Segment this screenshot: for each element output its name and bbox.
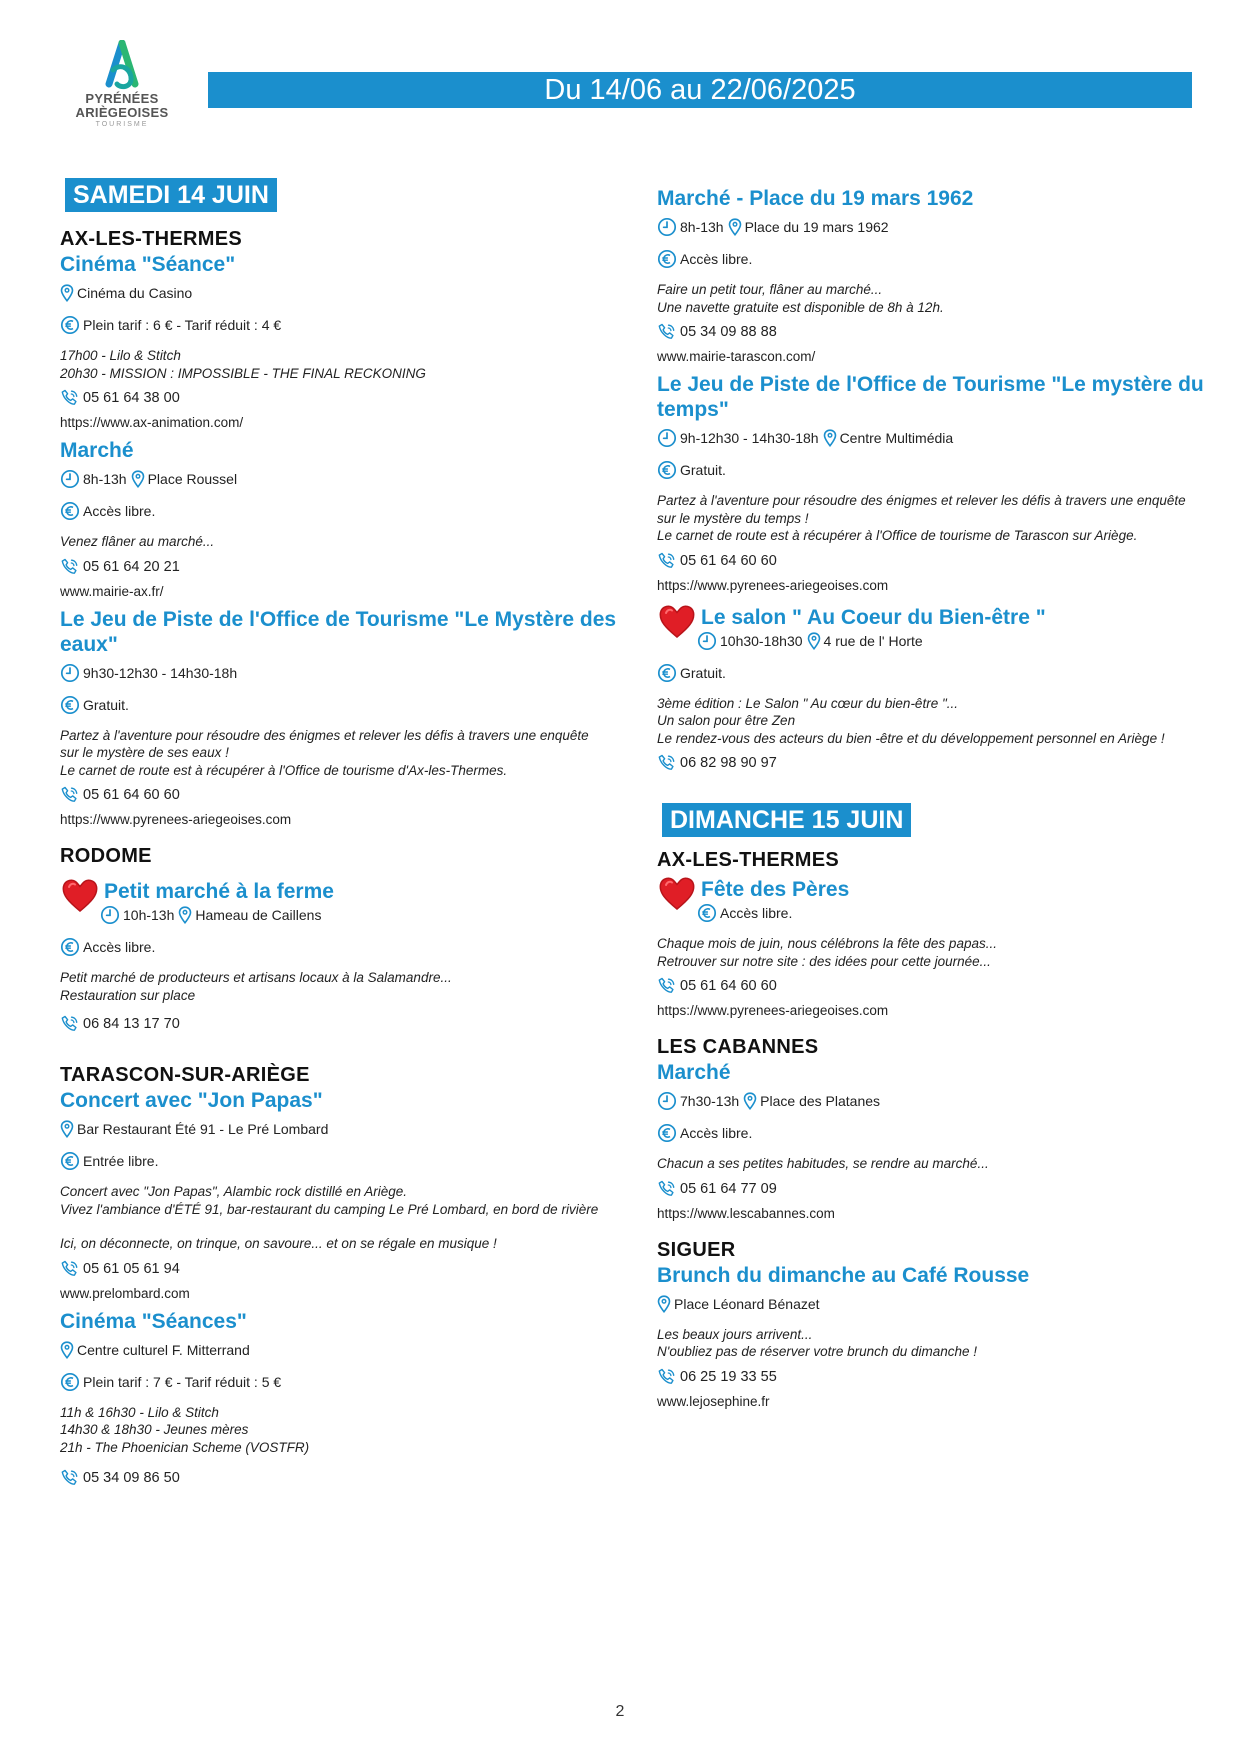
event-brunch-cafe-rousse — [657, 1263, 1217, 1411]
euro-icon — [657, 249, 677, 269]
clock-icon — [697, 631, 717, 651]
phone-icon — [60, 557, 80, 577]
heart-icon — [60, 875, 100, 915]
event-phone[interactable]: 06 84 13 17 70 — [83, 1016, 180, 1032]
event-title: Marché - Place du 19 mars 1962 — [657, 187, 974, 210]
right-column — [657, 186, 1217, 1411]
event-title: Le salon " Au Coeur du Bien-être " — [701, 605, 1046, 629]
event-place: Place Roussel — [147, 471, 238, 487]
event-description: Partez à l'aventure pour résoudre des énigmes et relever les défis à travers une enquête sur le mystère du temps ! Le carnet de route est à récupérer à l'Office de tourisme de Tarascon sur Ariège. — [657, 493, 1186, 543]
city-ax-les-thermes: AX-LES-THERMES — [60, 228, 242, 250]
logo — [72, 40, 172, 130]
event-concert-jon-papas — [60, 1088, 620, 1303]
city-rodome: RODOME — [60, 845, 152, 867]
event-place: Bar Restaurant Été 91 - Le Pré Lombard — [77, 1121, 329, 1137]
event-price: Accès libre. — [83, 939, 156, 955]
event-time: 7h30-13h — [680, 1093, 740, 1109]
event-link[interactable]: www.mairie-ax.fr/ — [60, 583, 164, 599]
euro-icon — [60, 695, 80, 715]
event-title: Concert avec "Jon Papas" — [60, 1089, 323, 1112]
euro-icon — [60, 315, 80, 335]
event-title: Marché — [60, 439, 134, 462]
event-price: Gratuit. — [83, 696, 129, 713]
event-time: 9h30-12h30 - 14h30-18h — [83, 664, 238, 681]
event-link[interactable]: https://www.pyrenees-ariegeoises.com — [657, 577, 889, 593]
event-description: Faire un petit tour, flâner au marché... Une navette gratuite est disponible de 8h à 12h. — [657, 282, 944, 315]
event-phone[interactable]: 05 61 64 60 60 — [680, 978, 777, 994]
event-fete-des-peres — [657, 873, 1217, 1020]
heart-icon — [657, 601, 697, 641]
logo-line-1: PYRÉNÉES — [85, 91, 159, 106]
event-description: 3ème édition : Le Salon " Au cœur du bien-être "... Un salon pour être Zen Le rendez-vous des acteurs du bien -être et du développement personnel en Ariège ! — [657, 695, 1165, 746]
logo-mark-icon — [102, 40, 142, 92]
event-place: 4 rue de l' Horte — [823, 632, 923, 649]
event-title: Le Jeu de Piste de l'Office de Tourisme "Le Mystère des eaux" — [60, 607, 617, 656]
event-marche-cabannes — [657, 1060, 1217, 1223]
event-title: Fête des Pères — [701, 878, 850, 901]
event-description: Concert avec "Jon Papas", Alambic rock distillé en Ariège. Vivez l'ambiance d'ÉTÉ 91, bar-restaurant du camping Le Pré Lombard, en bord de rivière Ici, on déconnecte, on trinque, on savoure... et on se régale en musique ! — [60, 1184, 599, 1251]
event-phone[interactable]: 05 34 09 86 50 — [83, 1470, 180, 1486]
event-petit-marche-ferme — [60, 875, 620, 1034]
event-price: Accès libre. — [83, 503, 156, 519]
event-title: Brunch du dimanche au Café Rousse — [657, 1263, 1030, 1287]
phone-icon — [60, 388, 80, 408]
city-tarascon: TARASCON-SUR-ARIÈGE — [60, 1064, 310, 1086]
event-jeu-de-piste-ax — [60, 607, 620, 830]
event-description: Partez à l'aventure pour résoudre des énigmes et relever les défis à travers une enquête sur le mystère de ses eaux ! Le carnet de route est à récupérer à l'Office de tourisme d'Ax-les-Thermes. — [60, 727, 589, 778]
event-place: Hameau de Caillens — [195, 907, 322, 923]
event-phone[interactable]: 05 61 64 20 21 — [83, 558, 180, 575]
event-place: Cinéma du Casino — [77, 285, 193, 301]
event-salon-bien-etre — [657, 601, 1217, 774]
location-pin-icon — [823, 429, 837, 447]
euro-icon — [657, 1123, 677, 1143]
clock-icon — [657, 428, 677, 448]
phone-icon — [657, 753, 677, 773]
event-title: Marché — [657, 1061, 731, 1084]
event-link[interactable]: https://www.lescabannes.com — [657, 1205, 835, 1221]
event-link[interactable]: www.prelombard.com — [60, 1285, 190, 1301]
event-price: Entrée libre. — [83, 1153, 159, 1169]
phone-icon — [657, 1179, 677, 1199]
location-pin-icon — [807, 632, 821, 650]
event-link[interactable]: https://www.pyrenees-ariegeoises.com — [60, 812, 292, 827]
city-ax-les-thermes-sunday: AX-LES-THERMES — [657, 849, 839, 871]
page-number: 2 — [615, 1703, 625, 1720]
clock-icon — [60, 469, 80, 489]
euro-icon — [60, 501, 80, 521]
city-les-cabannes: LES CABANNES — [657, 1036, 819, 1058]
euro-icon — [60, 1372, 80, 1392]
location-pin-icon — [728, 218, 742, 236]
event-price: Plein tarif : 7 € - Tarif réduit : 5 € — [83, 1373, 282, 1390]
event-title: Cinéma "Séance" — [60, 253, 236, 276]
location-pin-icon — [60, 1120, 74, 1138]
clock-icon — [657, 1091, 677, 1111]
event-title: Le Jeu de Piste de l'Office de Tourisme "Le mystère du temps" — [657, 373, 1204, 421]
phone-icon — [60, 1259, 80, 1279]
event-marche-ax — [60, 438, 620, 601]
phone-icon — [60, 785, 80, 805]
event-description: Chacun a ses petites habitudes, se rendre au marché... — [657, 1156, 989, 1171]
event-place: Place Léonard Bénazet — [674, 1295, 820, 1312]
euro-icon — [657, 460, 677, 480]
phone-icon — [657, 976, 677, 996]
clock-icon — [657, 217, 677, 237]
event-description: Venez flâner au marché... — [60, 534, 215, 549]
phone-icon — [657, 551, 677, 571]
event-link[interactable]: www.lejosephine.fr — [657, 1393, 770, 1409]
event-place: Place du 19 mars 1962 — [744, 219, 889, 235]
event-price: Plein tarif : 6 € - Tarif réduit : 4 € — [83, 317, 282, 333]
clock-icon — [60, 663, 80, 683]
clock-icon — [100, 905, 120, 925]
phone-icon — [657, 1367, 677, 1387]
phone-icon — [657, 322, 677, 342]
location-pin-icon — [657, 1295, 671, 1313]
location-pin-icon — [60, 284, 74, 302]
logo-line-2: ARIÈGEOISES — [75, 105, 169, 120]
event-price: Accès libre. — [720, 905, 793, 921]
phone-icon — [60, 1014, 80, 1034]
event-time: 8h-13h — [83, 471, 127, 487]
event-cinema-seance — [60, 252, 620, 432]
event-time: 10h30-18h30 — [720, 632, 803, 649]
event-price: Accès libre. — [680, 251, 753, 267]
event-cinema-seances — [60, 1309, 620, 1489]
event-phone[interactable]: 06 25 19 33 55 — [680, 1368, 777, 1385]
event-time: 8h-13h — [680, 219, 724, 235]
phone-icon — [60, 1468, 80, 1488]
date-range-banner: Du 14/06 au 22/06/2025 — [208, 72, 1192, 108]
euro-icon — [657, 663, 677, 683]
event-place: Centre Multimédia — [839, 430, 954, 446]
event-phone[interactable]: 05 61 64 60 60 — [83, 787, 180, 803]
euro-icon — [697, 903, 717, 923]
event-link[interactable]: www.mairie-tarascon.com/ — [657, 349, 816, 364]
event-description: Les beaux jours arrivent... N'oubliez pas de réserver votre brunch du dimanche ! — [657, 1326, 977, 1359]
event-phone[interactable]: 05 61 64 77 09 — [680, 1180, 777, 1197]
event-description: 17h00 - Lilo & Stitch 20h30 - MISSION : IMPOSSIBLE - THE FINAL RECKONING — [60, 348, 426, 381]
event-link[interactable]: https://www.pyrenees-ariegeoises.com — [657, 1003, 889, 1018]
location-pin-icon — [60, 1341, 74, 1359]
event-phone[interactable]: 05 34 09 88 88 — [680, 324, 777, 340]
event-price: Gratuit. — [680, 462, 726, 478]
event-price: Gratuit. — [680, 664, 726, 681]
heart-icon — [657, 873, 697, 913]
event-description: Chaque mois de juin, nous célébrons la fête des papas... Retrouver sur notre site : des idées pour cette journée... — [657, 936, 997, 969]
location-pin-icon — [178, 906, 192, 924]
event-description: 11h & 16h30 - Lilo & Stitch 14h30 & 18h30 - Jeunes mères 21h - The Phoenician Scheme (VOSTFR) — [60, 1404, 310, 1455]
event-place: Place des Platanes — [760, 1093, 881, 1109]
event-link[interactable]: https://www.ax-animation.com/ — [60, 415, 244, 430]
event-place: Centre culturel F. Mitterrand — [77, 1341, 250, 1358]
euro-icon — [60, 937, 80, 957]
event-title: Cinéma "Séances" — [60, 1309, 247, 1333]
day-header-saturday: SAMEDI 14 JUIN — [65, 178, 277, 212]
event-description: Petit marché de producteurs et artisans locaux à la Salamandre... Restauration sur place — [60, 970, 452, 1003]
logo-line-3: TOURISME — [95, 121, 149, 128]
event-phone[interactable]: 05 61 64 60 60 — [680, 552, 777, 569]
event-jeu-de-piste-tarascon — [657, 372, 1217, 595]
euro-icon — [60, 1151, 80, 1171]
location-pin-icon — [743, 1092, 757, 1110]
event-title: Petit marché à la ferme — [104, 880, 334, 903]
event-phone[interactable]: 05 61 64 38 00 — [83, 390, 180, 406]
event-time: 9h-12h30 - 14h30-18h — [680, 430, 819, 446]
day-header-sunday: DIMANCHE 15 JUIN — [662, 803, 911, 837]
city-siguer: SIGUER — [657, 1238, 736, 1261]
event-marche-19-mars — [657, 186, 1217, 366]
event-price: Accès libre. — [680, 1125, 753, 1141]
location-pin-icon — [131, 470, 145, 488]
event-phone[interactable]: 06 82 98 90 97 — [680, 755, 777, 771]
event-phone[interactable]: 05 61 05 61 94 — [83, 1260, 180, 1277]
event-time: 10h-13h — [123, 907, 175, 923]
left-column — [60, 178, 620, 1488]
